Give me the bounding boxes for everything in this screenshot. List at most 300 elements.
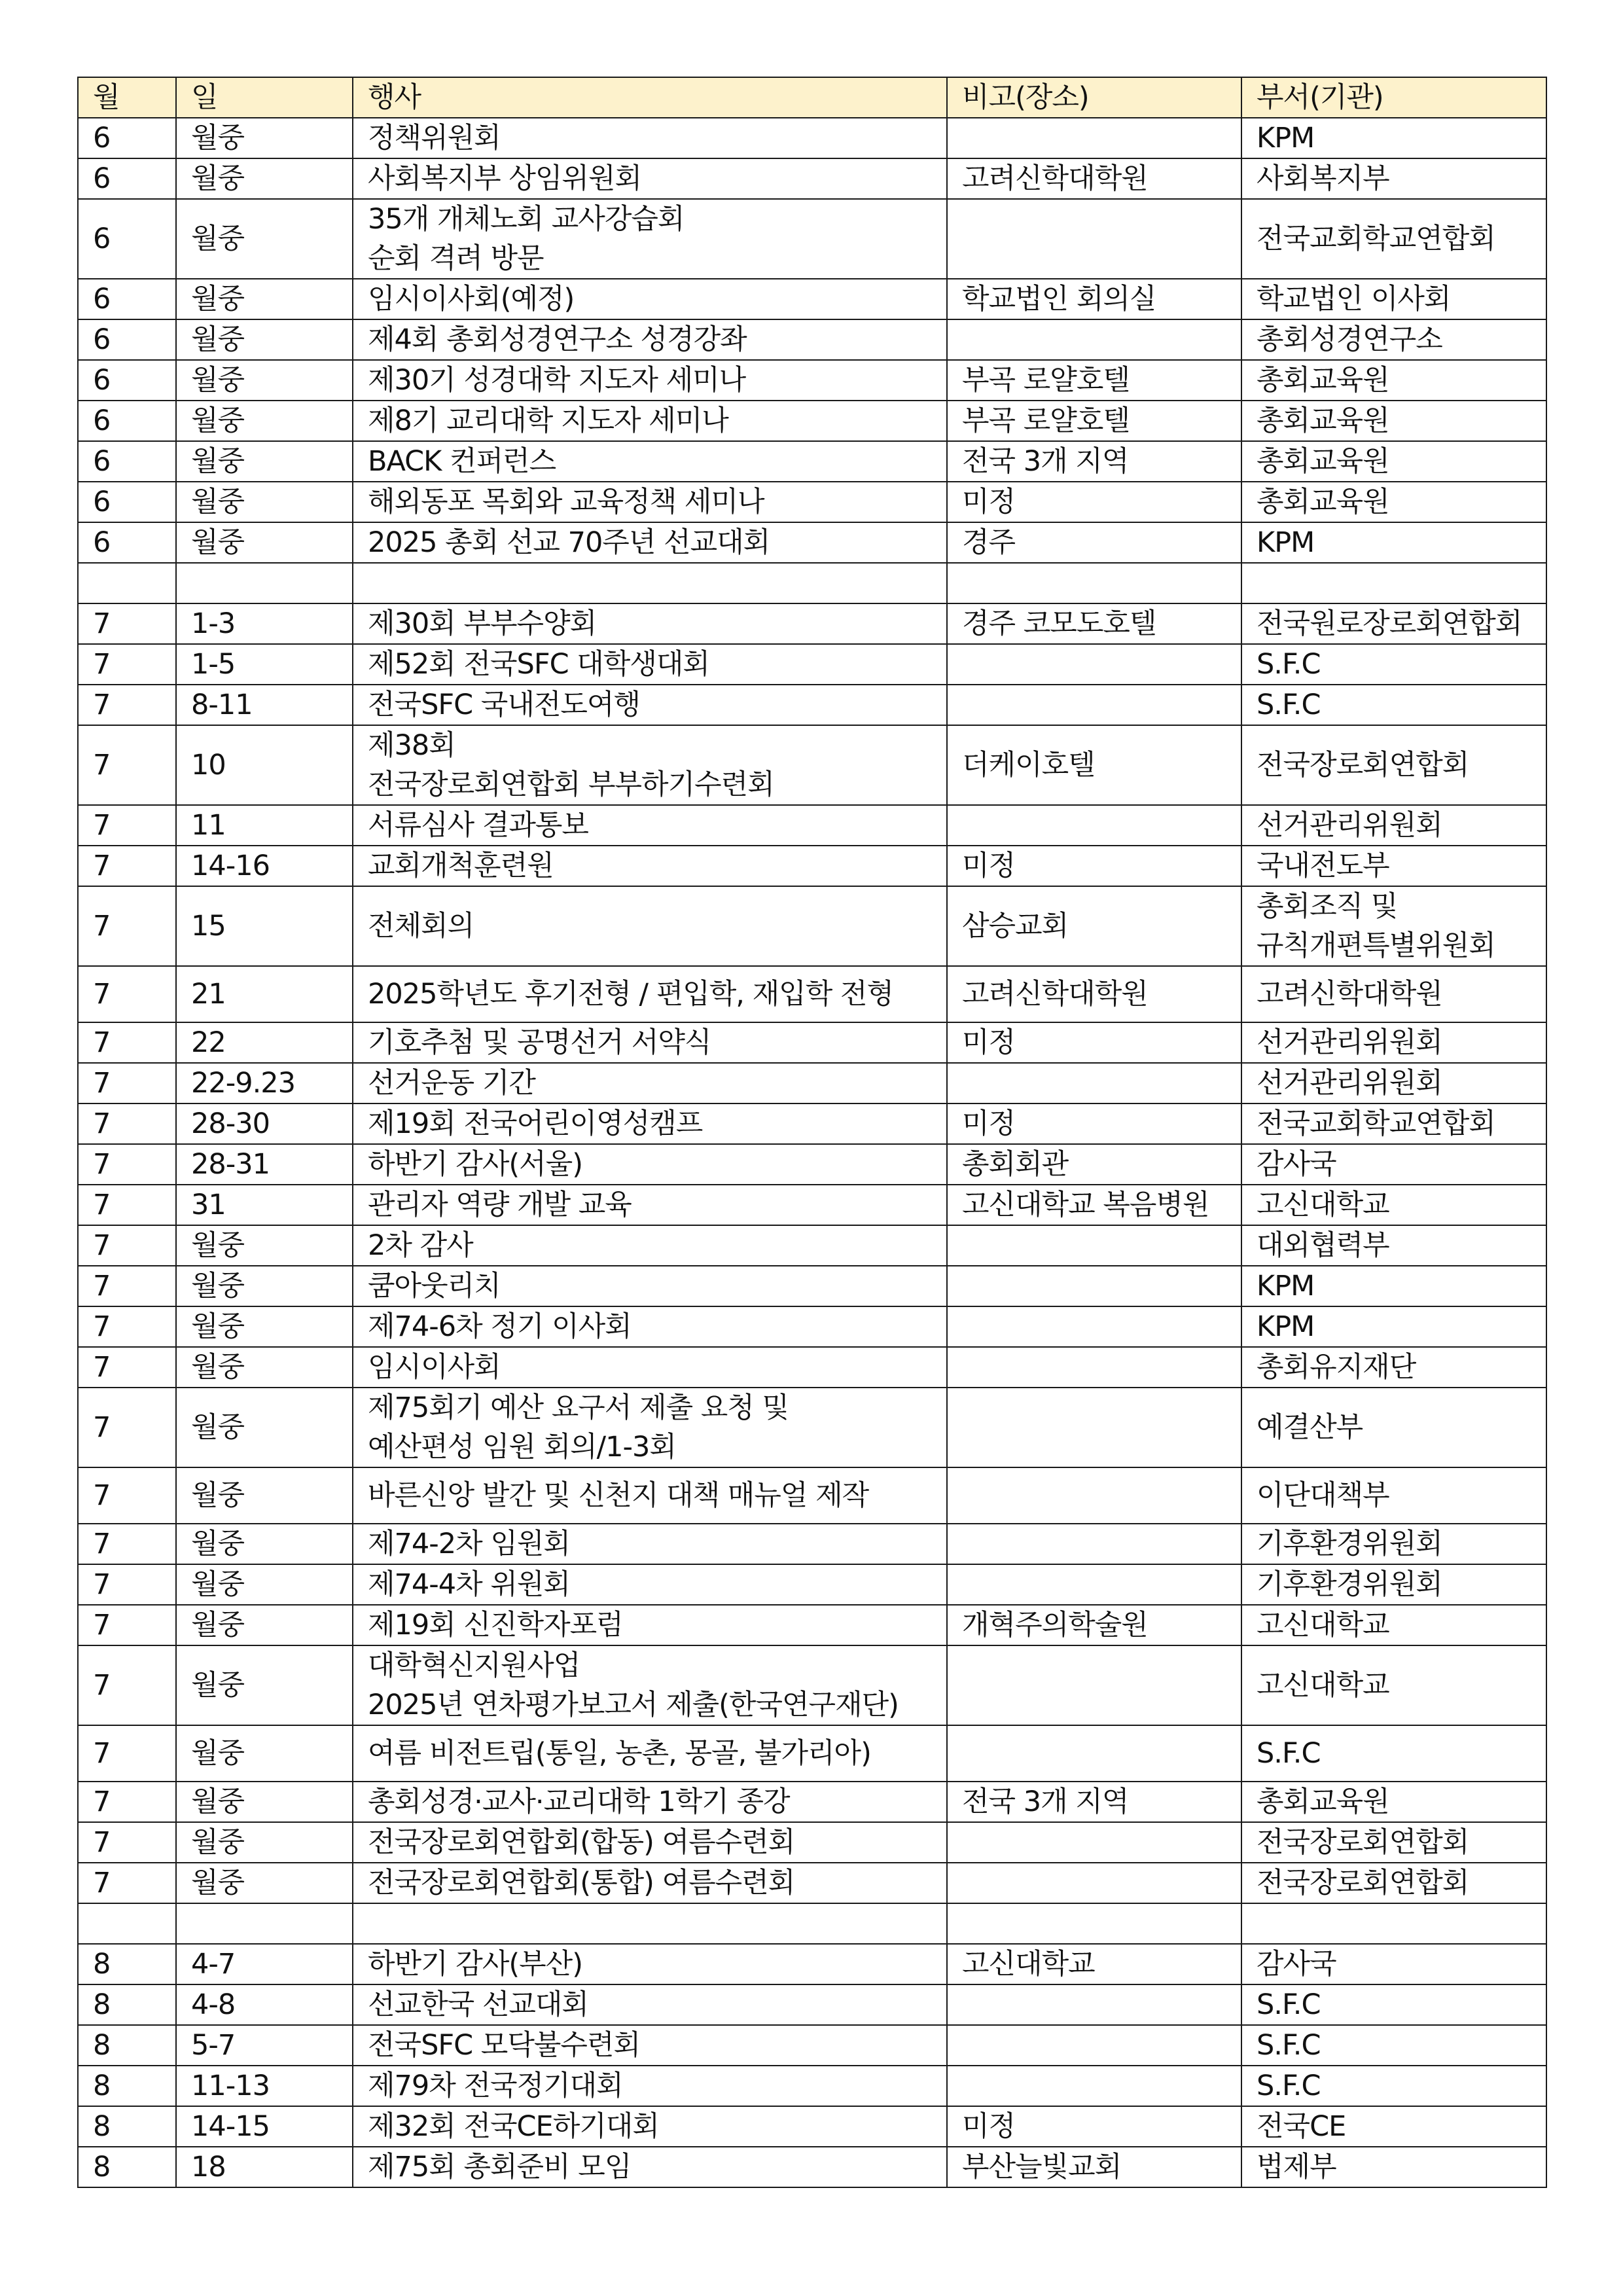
cell-day: 월중 <box>176 1822 353 1863</box>
cell-department-line: 학교법인 이사회 <box>1257 283 1451 315</box>
header-event: 행사 <box>353 77 947 118</box>
cell-department <box>1241 1944 1546 1984</box>
cell-event <box>353 1863 947 1903</box>
cell-day: 14-15 <box>176 2106 353 2147</box>
cell-month: 8 <box>78 2106 176 2147</box>
cell-event-line: 전국장로회연합회 부부하기수련회 <box>368 768 774 801</box>
cell-month: 7 <box>78 1467 176 1524</box>
table-row <box>78 1524 1546 1564</box>
cell-event-line: 제52회 전국SFC 대학생대회 <box>368 648 709 681</box>
cell-event-line: 제38회 <box>368 729 455 762</box>
cell-department <box>1241 1822 1546 1863</box>
cell-department <box>1241 1306 1546 1347</box>
cell-department <box>1241 2066 1546 2106</box>
cell-event-line: 여름 비전트립(통일, 농촌, 몽골, 불가리아) <box>368 1737 871 1770</box>
cell-department-line: 기후환경위원회 <box>1257 1568 1442 1601</box>
cell-month: 7 <box>78 805 176 846</box>
cell-place: 미정 <box>947 1022 1241 1063</box>
cell-month: 7 <box>78 886 176 966</box>
cell-day: 8-11 <box>176 685 353 725</box>
cell-department <box>1241 685 1546 725</box>
cell-day: 10 <box>176 725 353 805</box>
cell-day: 5-7 <box>176 2025 353 2066</box>
cell-department-line: 총회성경연구소 <box>1257 323 1442 356</box>
cell-place: 고신대학교 <box>947 1944 1241 1984</box>
cell-department-line: 전국장로회연합회 <box>1257 749 1469 781</box>
cell-month: 6 <box>78 401 176 441</box>
table-row <box>78 1063 1546 1103</box>
cell-event-line: 정책위원회 <box>368 122 501 154</box>
table-row <box>78 1185 1546 1225</box>
cell-event-line: 제19회 신진학자포럼 <box>368 1609 623 1641</box>
cell-department <box>1241 805 1546 846</box>
cell-event <box>353 158 947 199</box>
cell-event <box>353 1388 947 1467</box>
table-row <box>78 846 1546 886</box>
cell-month: 7 <box>78 1524 176 1564</box>
cell-department <box>1241 1388 1546 1467</box>
cell-month: 6 <box>78 118 176 158</box>
cell-event-line: 35개 개체노회 교사강습회 <box>368 203 685 236</box>
cell-event-line: 임시이사회(예정) <box>368 283 575 315</box>
table-header-row <box>78 77 1546 118</box>
cell-event <box>353 2066 947 2106</box>
cell-department <box>1241 1467 1546 1524</box>
cell-month: 7 <box>78 1822 176 1863</box>
cell-department-line: 전국CE <box>1257 2110 1346 2143</box>
cell-month: 6 <box>78 441 176 482</box>
table-row <box>78 805 1546 846</box>
cell-department <box>1241 1984 1546 2025</box>
table-row <box>78 685 1546 725</box>
cell-event-line: 제75회기 예산 요구서 제출 요청 및 <box>368 1391 789 1424</box>
table-row <box>78 199 1546 279</box>
table-row <box>78 2025 1546 2066</box>
cell-day <box>176 1903 353 1944</box>
cell-month: 7 <box>78 1605 176 1645</box>
cell-day: 월중 <box>176 1347 353 1388</box>
cell-day: 월중 <box>176 441 353 482</box>
cell-event <box>353 1903 947 1944</box>
cell-event-line: 임시이사회 <box>368 1351 501 1384</box>
table-row <box>78 1022 1546 1063</box>
cell-month: 8 <box>78 1984 176 2025</box>
cell-event-line: 교회개척훈련원 <box>368 850 554 882</box>
cell-department-line: 고신대학교 <box>1257 1609 1389 1641</box>
cell-department-line: 기후환경위원회 <box>1257 1528 1442 1560</box>
table-row <box>78 1266 1546 1306</box>
cell-month: 8 <box>78 2066 176 2106</box>
cell-day: 22 <box>176 1022 353 1063</box>
cell-day: 4-8 <box>176 1984 353 2025</box>
cell-month: 6 <box>78 199 176 279</box>
cell-month: 7 <box>78 1564 176 1605</box>
cell-department-line: 규칙개편특별위원회 <box>1257 929 1495 962</box>
cell-place: 전국 3개 지역 <box>947 441 1241 482</box>
cell-event <box>353 1225 947 1266</box>
cell-event-line: 전국SFC 모닥불수련회 <box>368 2029 641 2062</box>
cell-place <box>947 319 1241 360</box>
cell-day: 11 <box>176 805 353 846</box>
cell-month: 8 <box>78 2025 176 2066</box>
cell-place: 학교법인 회의실 <box>947 279 1241 319</box>
cell-department-line: 선거관리위원회 <box>1257 809 1442 842</box>
table-row <box>78 1388 1546 1467</box>
cell-event <box>353 2147 947 2187</box>
cell-event-line: 서류심사 결과통보 <box>368 809 588 842</box>
cell-department <box>1241 319 1546 360</box>
cell-event <box>353 279 947 319</box>
cell-department <box>1241 603 1546 644</box>
cell-month: 7 <box>78 1063 176 1103</box>
cell-event <box>353 725 947 805</box>
table-row <box>78 401 1546 441</box>
cell-place: 전국 3개 지역 <box>947 1782 1241 1822</box>
table-row <box>78 1944 1546 1984</box>
cell-department-line: KPM <box>1257 1270 1315 1302</box>
cell-event-line: 전체회의 <box>368 910 474 942</box>
cell-place: 삼승교회 <box>947 886 1241 966</box>
cell-place <box>947 1645 1241 1725</box>
cell-event-line: 제74-2차 임원회 <box>368 1528 570 1560</box>
table-row <box>78 644 1546 685</box>
cell-event <box>353 522 947 563</box>
cell-department-line: S.F.C <box>1257 648 1321 681</box>
table-row <box>78 886 1546 966</box>
cell-department <box>1241 360 1546 401</box>
cell-event-line: 전국SFC 국내전도여행 <box>368 689 641 721</box>
cell-event-line: 하반기 감사(서울) <box>368 1148 582 1181</box>
cell-event <box>353 1306 947 1347</box>
cell-day: 월중 <box>176 158 353 199</box>
table-row <box>78 1645 1546 1725</box>
cell-department <box>1241 1347 1546 1388</box>
cell-department-line: 고신대학교 <box>1257 1669 1389 1702</box>
cell-event <box>353 1063 947 1103</box>
cell-day: 월중 <box>176 1725 353 1782</box>
cell-event <box>353 563 947 603</box>
cell-department-line: 감사국 <box>1257 1148 1336 1181</box>
cell-place: 부곡 로얄호텔 <box>947 360 1241 401</box>
cell-event <box>353 319 947 360</box>
cell-place <box>947 644 1241 685</box>
cell-event <box>353 199 947 279</box>
header-day: 일 <box>176 77 353 118</box>
cell-place <box>947 685 1241 725</box>
cell-event-line: 사회복지부 상임위원회 <box>368 162 642 195</box>
cell-event <box>353 1022 947 1063</box>
cell-event-line: 제32회 전국CE하기대회 <box>368 2110 659 2143</box>
cell-department-line: 고려신학대학원 <box>1257 978 1442 1011</box>
cell-event <box>353 1944 947 1984</box>
cell-event <box>353 1347 947 1388</box>
cell-event-line: 바른신앙 발간 및 신천지 대책 매뉴얼 제작 <box>368 1479 869 1512</box>
cell-month <box>78 1903 176 1944</box>
cell-month: 6 <box>78 360 176 401</box>
table-row <box>78 158 1546 199</box>
cell-day <box>176 563 353 603</box>
cell-department-line: 예결산부 <box>1257 1411 1363 1444</box>
cell-day: 1-3 <box>176 603 353 644</box>
cell-department <box>1241 1185 1546 1225</box>
cell-month: 7 <box>78 725 176 805</box>
table-row <box>78 1306 1546 1347</box>
cell-place <box>947 118 1241 158</box>
cell-month: 7 <box>78 1388 176 1467</box>
table-row <box>78 603 1546 644</box>
cell-day: 월중 <box>176 1564 353 1605</box>
cell-day: 월중 <box>176 1524 353 1564</box>
cell-department-line: S.F.C <box>1257 689 1321 721</box>
cell-event <box>353 1822 947 1863</box>
cell-event <box>353 1605 947 1645</box>
cell-month: 7 <box>78 1645 176 1725</box>
table-row <box>78 522 1546 563</box>
cell-month: 7 <box>78 644 176 685</box>
cell-place <box>947 2066 1241 2106</box>
cell-department-line: KPM <box>1257 526 1315 559</box>
table-row <box>78 279 1546 319</box>
cell-day: 월중 <box>176 360 353 401</box>
cell-place <box>947 1822 1241 1863</box>
cell-event-line: 제30회 부부수양회 <box>368 607 597 640</box>
cell-event <box>353 1984 947 2025</box>
cell-department <box>1241 2147 1546 2187</box>
cell-department <box>1241 1605 1546 1645</box>
cell-month: 7 <box>78 1306 176 1347</box>
cell-place <box>947 1524 1241 1564</box>
table-row <box>78 966 1546 1022</box>
table-row <box>78 118 1546 158</box>
cell-department <box>1241 563 1546 603</box>
cell-month: 7 <box>78 846 176 886</box>
cell-month: 7 <box>78 1022 176 1063</box>
cell-department-line: 선거관리위원회 <box>1257 1067 1442 1100</box>
table-row <box>78 1347 1546 1388</box>
cell-place <box>947 1467 1241 1524</box>
cell-day: 14-16 <box>176 846 353 886</box>
cell-department-line: 총회유지재단 <box>1257 1351 1416 1384</box>
cell-place <box>947 1063 1241 1103</box>
cell-department <box>1241 1782 1546 1822</box>
cell-month: 7 <box>78 1185 176 1225</box>
cell-place: 고신대학교 복음병원 <box>947 1185 1241 1225</box>
cell-day: 월중 <box>176 1863 353 1903</box>
cell-department-line: 법제부 <box>1257 2151 1336 2183</box>
cell-department <box>1241 1524 1546 1564</box>
cell-event-line: 전국장로회연합회(통합) 여름수련회 <box>368 1867 795 1899</box>
cell-department-line: S.F.C <box>1257 2029 1321 2062</box>
cell-day: 1-5 <box>176 644 353 685</box>
cell-day: 15 <box>176 886 353 966</box>
table-row <box>78 1605 1546 1645</box>
table-row <box>78 1984 1546 2025</box>
cell-place <box>947 1903 1241 1944</box>
table-row <box>78 2066 1546 2106</box>
cell-event <box>353 360 947 401</box>
cell-event-line: 해외동포 목회와 교육정책 세미나 <box>368 486 764 518</box>
cell-place <box>947 2025 1241 2066</box>
cell-event-line: 제75회 총회준비 모임 <box>368 2151 632 2183</box>
cell-event <box>353 603 947 644</box>
cell-event <box>353 685 947 725</box>
cell-department-line: 총회교육원 <box>1257 445 1389 478</box>
cell-event <box>353 1524 947 1564</box>
cell-place <box>947 1388 1241 1467</box>
cell-department <box>1241 279 1546 319</box>
cell-department <box>1241 2106 1546 2147</box>
cell-place: 부곡 로얄호텔 <box>947 401 1241 441</box>
cell-department-line: 전국장로회연합회 <box>1257 1867 1469 1899</box>
cell-day: 18 <box>176 2147 353 2187</box>
table-row <box>78 1822 1546 1863</box>
schedule-table <box>77 77 1547 2188</box>
cell-event-line: 2차 감사 <box>368 1229 473 1262</box>
cell-day: 월중 <box>176 199 353 279</box>
cell-event-line: 2025학년도 후기전형 / 편입학, 재입학 전형 <box>368 978 893 1011</box>
cell-event-line: 제74-6차 정기 이사회 <box>368 1310 632 1343</box>
table-row <box>78 1225 1546 1266</box>
cell-day: 28-31 <box>176 1144 353 1185</box>
cell-department <box>1241 846 1546 886</box>
table-row <box>78 1863 1546 1903</box>
cell-month: 6 <box>78 319 176 360</box>
cell-day: 31 <box>176 1185 353 1225</box>
cell-day: 월중 <box>176 279 353 319</box>
cell-event-line: 제19회 전국어린이영성캠프 <box>368 1107 703 1140</box>
cell-place: 부산늘빛교회 <box>947 2147 1241 2187</box>
cell-place <box>947 805 1241 846</box>
cell-department-line: 사회복지부 <box>1257 162 1389 195</box>
cell-month: 7 <box>78 1225 176 1266</box>
cell-day: 월중 <box>176 1782 353 1822</box>
cell-event-line: 선거운동 기간 <box>368 1067 535 1100</box>
table-row <box>78 1564 1546 1605</box>
cell-event <box>353 118 947 158</box>
cell-day: 월중 <box>176 1306 353 1347</box>
cell-month: 7 <box>78 603 176 644</box>
cell-day: 월중 <box>176 1388 353 1467</box>
cell-department <box>1241 1564 1546 1605</box>
cell-department <box>1241 522 1546 563</box>
cell-department-line: 총회교육원 <box>1257 1785 1389 1818</box>
cell-event-line: BACK 컨퍼런스 <box>368 445 556 478</box>
cell-department <box>1241 1266 1546 1306</box>
cell-place <box>947 1266 1241 1306</box>
cell-event-line: 관리자 역량 개발 교육 <box>368 1189 632 1221</box>
cell-month <box>78 563 176 603</box>
cell-month: 8 <box>78 2147 176 2187</box>
cell-event-line: 제4회 총회성경연구소 성경강좌 <box>368 323 747 356</box>
cell-department-line: 감사국 <box>1257 1948 1336 1981</box>
cell-department-line: 전국원로장로회연합회 <box>1257 607 1522 640</box>
cell-month: 7 <box>78 1266 176 1306</box>
cell-month: 6 <box>78 522 176 563</box>
cell-department <box>1241 199 1546 279</box>
cell-event <box>353 1467 947 1524</box>
cell-place: 개혁주의학술원 <box>947 1605 1241 1645</box>
cell-department-line: 전국교회학교연합회 <box>1257 1107 1495 1140</box>
cell-month: 7 <box>78 1782 176 1822</box>
cell-place <box>947 1863 1241 1903</box>
cell-department <box>1241 725 1546 805</box>
cell-place: 더케이호텔 <box>947 725 1241 805</box>
cell-event <box>353 846 947 886</box>
cell-department <box>1241 966 1546 1022</box>
cell-event-line: 제79차 전국정기대회 <box>368 2070 623 2102</box>
cell-department <box>1241 644 1546 685</box>
cell-department-line: S.F.C <box>1257 1988 1321 2021</box>
cell-place: 고려신학대학원 <box>947 158 1241 199</box>
cell-place: 미정 <box>947 846 1241 886</box>
cell-event-line: 전국장로회연합회(합동) 여름수련회 <box>368 1826 795 1859</box>
cell-department-line: S.F.C <box>1257 1737 1321 1770</box>
cell-department-line: 총회교육원 <box>1257 364 1389 397</box>
cell-department <box>1241 482 1546 522</box>
cell-event <box>353 1103 947 1144</box>
cell-department-line: 국내전도부 <box>1257 850 1389 882</box>
cell-day: 월중 <box>176 482 353 522</box>
cell-event <box>353 1185 947 1225</box>
cell-event <box>353 482 947 522</box>
header-month: 월 <box>78 77 176 118</box>
cell-day: 월중 <box>176 522 353 563</box>
cell-place: 경주 코모도호텔 <box>947 603 1241 644</box>
cell-day: 월중 <box>176 118 353 158</box>
cell-department <box>1241 1225 1546 1266</box>
cell-event-line: 선교한국 선교대회 <box>368 1988 588 2021</box>
cell-place: 고려신학대학원 <box>947 966 1241 1022</box>
cell-department <box>1241 1063 1546 1103</box>
table-row <box>78 1144 1546 1185</box>
cell-event <box>353 441 947 482</box>
cell-day: 28-30 <box>176 1103 353 1144</box>
header-department: 부서(기관) <box>1241 77 1546 118</box>
table-row <box>78 1725 1546 1782</box>
cell-place <box>947 1347 1241 1388</box>
cell-department <box>1241 1144 1546 1185</box>
table-row <box>78 441 1546 482</box>
cell-department-line: 전국교회학교연합회 <box>1257 223 1495 255</box>
table-row <box>78 2106 1546 2147</box>
cell-event-line: 2025년 연차평가보고서 제출(한국연구재단) <box>368 1689 899 1721</box>
cell-place: 미정 <box>947 482 1241 522</box>
cell-day: 11-13 <box>176 2066 353 2106</box>
cell-department <box>1241 158 1546 199</box>
cell-month: 7 <box>78 1103 176 1144</box>
cell-event <box>353 644 947 685</box>
table-row <box>78 319 1546 360</box>
cell-event <box>353 805 947 846</box>
cell-day: 월중 <box>176 1467 353 1524</box>
header-place: 비고(장소) <box>947 77 1241 118</box>
cell-event-line: 하반기 감사(부산) <box>368 1948 582 1981</box>
cell-event <box>353 966 947 1022</box>
cell-month: 7 <box>78 1863 176 1903</box>
cell-day: 22-9.23 <box>176 1063 353 1103</box>
cell-day: 월중 <box>176 319 353 360</box>
cell-event-line: 대학혁신지원사업 <box>368 1649 580 1682</box>
cell-event-line: 제30기 성경대학 지도자 세미나 <box>368 364 746 397</box>
cell-month: 6 <box>78 279 176 319</box>
cell-month: 7 <box>78 1725 176 1782</box>
cell-month: 6 <box>78 158 176 199</box>
cell-department-line: KPM <box>1257 122 1315 154</box>
cell-department-line: 총회조직 및 <box>1257 890 1398 923</box>
cell-department <box>1241 2025 1546 2066</box>
cell-event-line: 순회 격려 방문 <box>368 242 544 275</box>
cell-department-line: KPM <box>1257 1310 1315 1343</box>
